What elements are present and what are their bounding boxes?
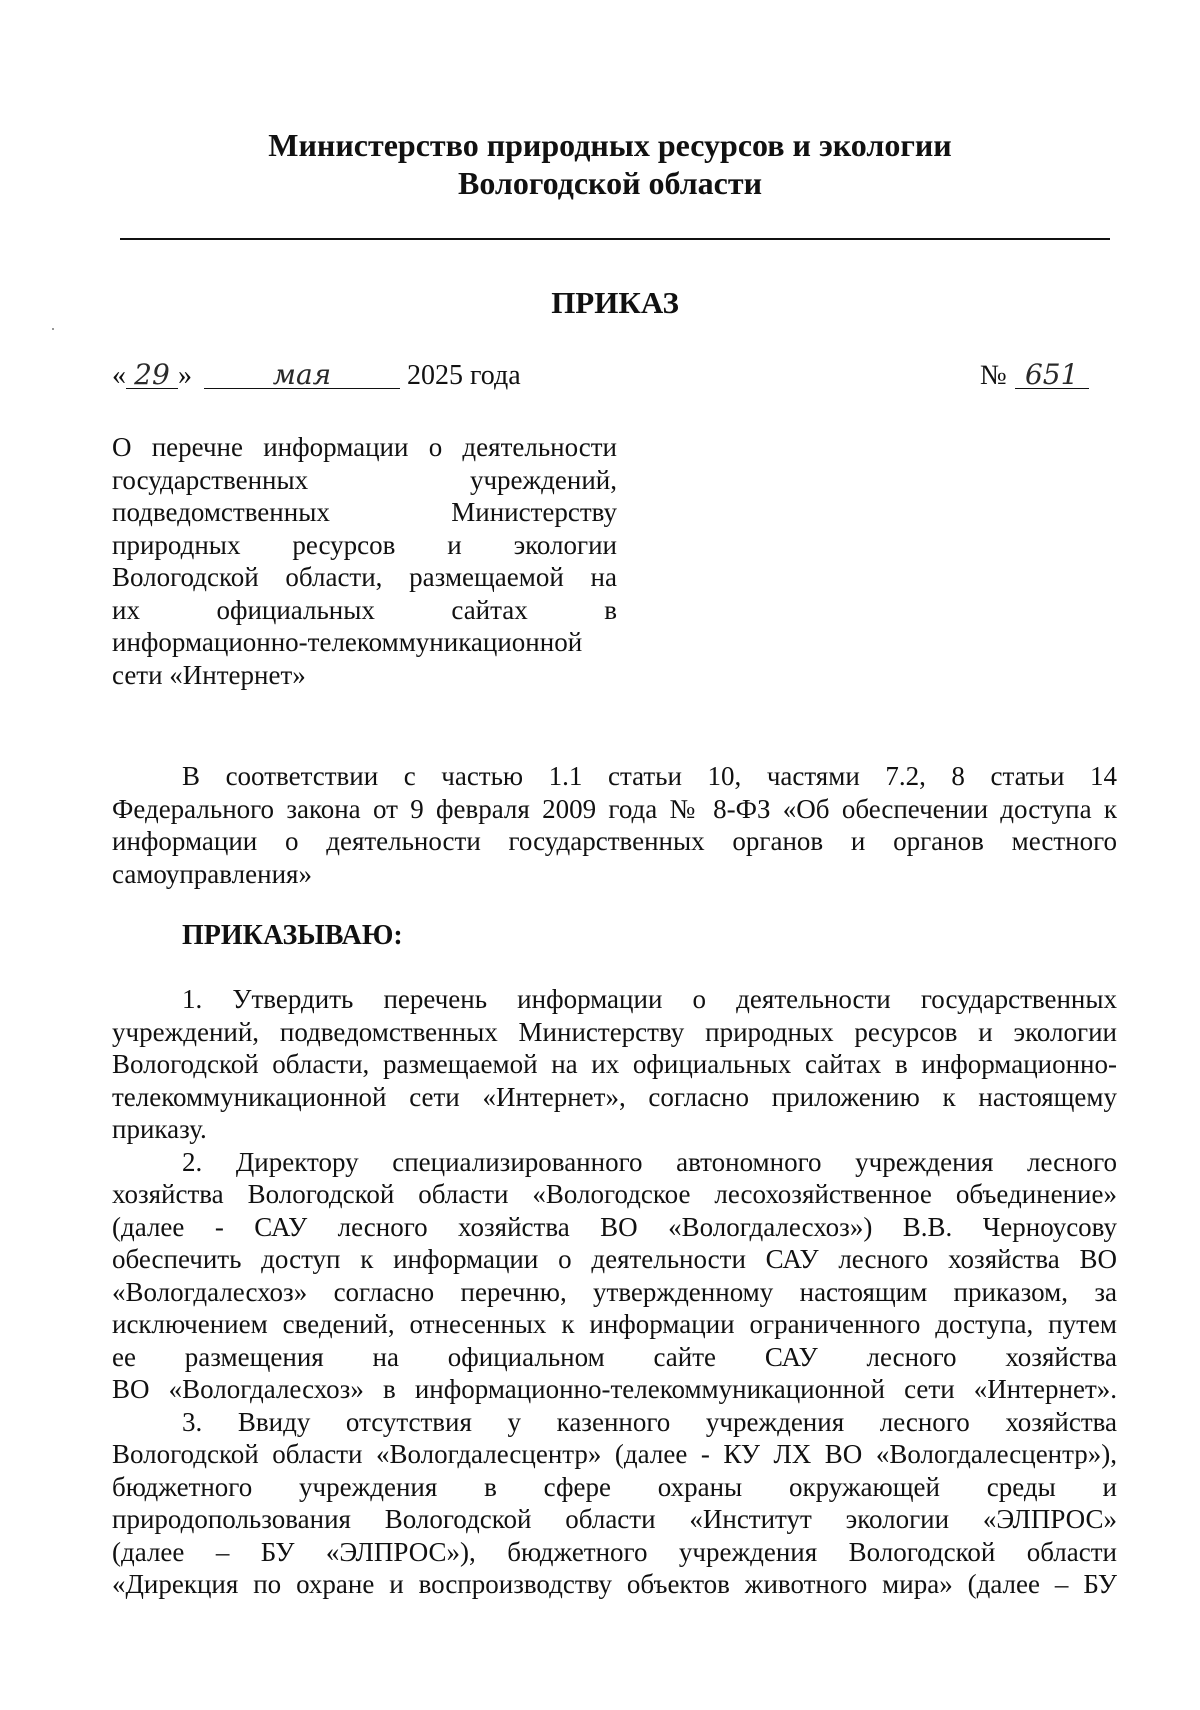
item-line: природопользования Вологодской области «Институт экологии «ЭЛПРОС» [112,1504,1117,1534]
item-line: «Вологдалесхоз» согласно перечню, утвержденному настоящим приказом, за [112,1276,1117,1307]
item-line: ВО «Вологдалесхоз» в информационно-телекоммуникационной сети «Интернет». [112,1374,1117,1404]
date-day-handwritten: 29 [126,362,178,389]
header-divider [120,238,1110,240]
preamble-line: самоуправления» [112,858,312,889]
preamble-line: Федерального закона от 9 февраля 2009 года № 8-ФЗ «Об обеспечении доступа к [112,793,1117,824]
document-type-title: ПРИКАЗ [551,285,679,320]
item-line: хозяйства Вологодской области «Вологодское лесохозяйственное объединение» [112,1179,1117,1209]
subject-line: государственных учреждений, [112,464,617,495]
item-line: 2. Директору специализированного автономного учреждения лесного [182,1146,1117,1177]
scan-speck [52,328,54,330]
item-line: приказу. [112,1114,207,1144]
subject-line: подведомственных Министерству [112,497,617,527]
subject-line: О перечне информации о деятельности [112,432,617,462]
item-line: исключением сведений, отнесенных к информации ограниченного доступа, путем [112,1309,1117,1339]
ministry-header [110,126,1110,202]
subject-line: их официальных сайтах в [112,594,617,625]
subject-line: информационно-телекоммуникационной [112,627,583,657]
preamble-line: информации о деятельности государственных органов и органов местного [112,826,1117,856]
item-line: телекоммуникационной сети «Интернет», согласно приложению к настоящему [112,1081,1117,1112]
date-open-quote: « [112,360,126,391]
preamble-line: В соответствии с частью 1.1 статьи 10, частями 7.2, 8 статьи 14 [182,761,1117,791]
order-word: ПРИКАЗЫВАЮ: [182,920,403,951]
date-close-quote: » [178,360,192,391]
item-line: (далее – БУ «ЭЛПРОС»), бюджетного учреждения Вологодской области [112,1536,1117,1567]
ministry-name-line1: Министерство природных ресурсов и экологии [268,127,952,163]
date-year: 2025 года [407,360,521,391]
item-line: Вологодской области «Вологдалесцентр» (далее - КУ ЛХ ВО «Вологдалесцентр»), [112,1439,1117,1469]
item-line: 1. Утвердить перечень информации о деятельности государственных [182,984,1117,1014]
item-line: 3. Ввиду отсутствия у казенного учреждения лесного хозяйства [182,1406,1117,1437]
item-line: «Дирекция по охране и воспроизводству объектов животного мира» (далее – БУ [112,1569,1117,1599]
preamble-paragraph [112,760,1117,890]
item-line: Вологодской области, размещаемой на их официальных сайтах в информационно- [112,1049,1117,1079]
number-handwritten: 651 [1015,362,1089,389]
order-date [112,360,521,392]
order-number [980,360,1089,392]
item-line: обеспечить доступ к информации о деятельности САУ лесного хозяйства ВО [112,1244,1117,1274]
date-month-handwritten: мая [204,362,400,389]
item-line: бюджетного учреждения в сфере охраны окружающей среды и [112,1471,1117,1502]
ministry-name-line2: Вологодской области [457,165,763,201]
item-line: (далее - САУ лесного хозяйства ВО «Вологдалесхоз») В.В. Черноусову [112,1211,1117,1242]
number-label: № [980,360,1007,391]
item-line: ее размещения на официальном сайте САУ лесного хозяйства [112,1341,1117,1372]
order-items [112,983,1117,1601]
subject-line: природных ресурсов и экологии [112,529,617,560]
item-line: учреждений, подведомственных Министерству природных ресурсов и экологии [112,1016,1117,1047]
subject-line: сети «Интернет» [112,659,306,690]
order-subject [112,431,617,691]
subject-line: Вологодской области, размещаемой на [112,562,617,592]
